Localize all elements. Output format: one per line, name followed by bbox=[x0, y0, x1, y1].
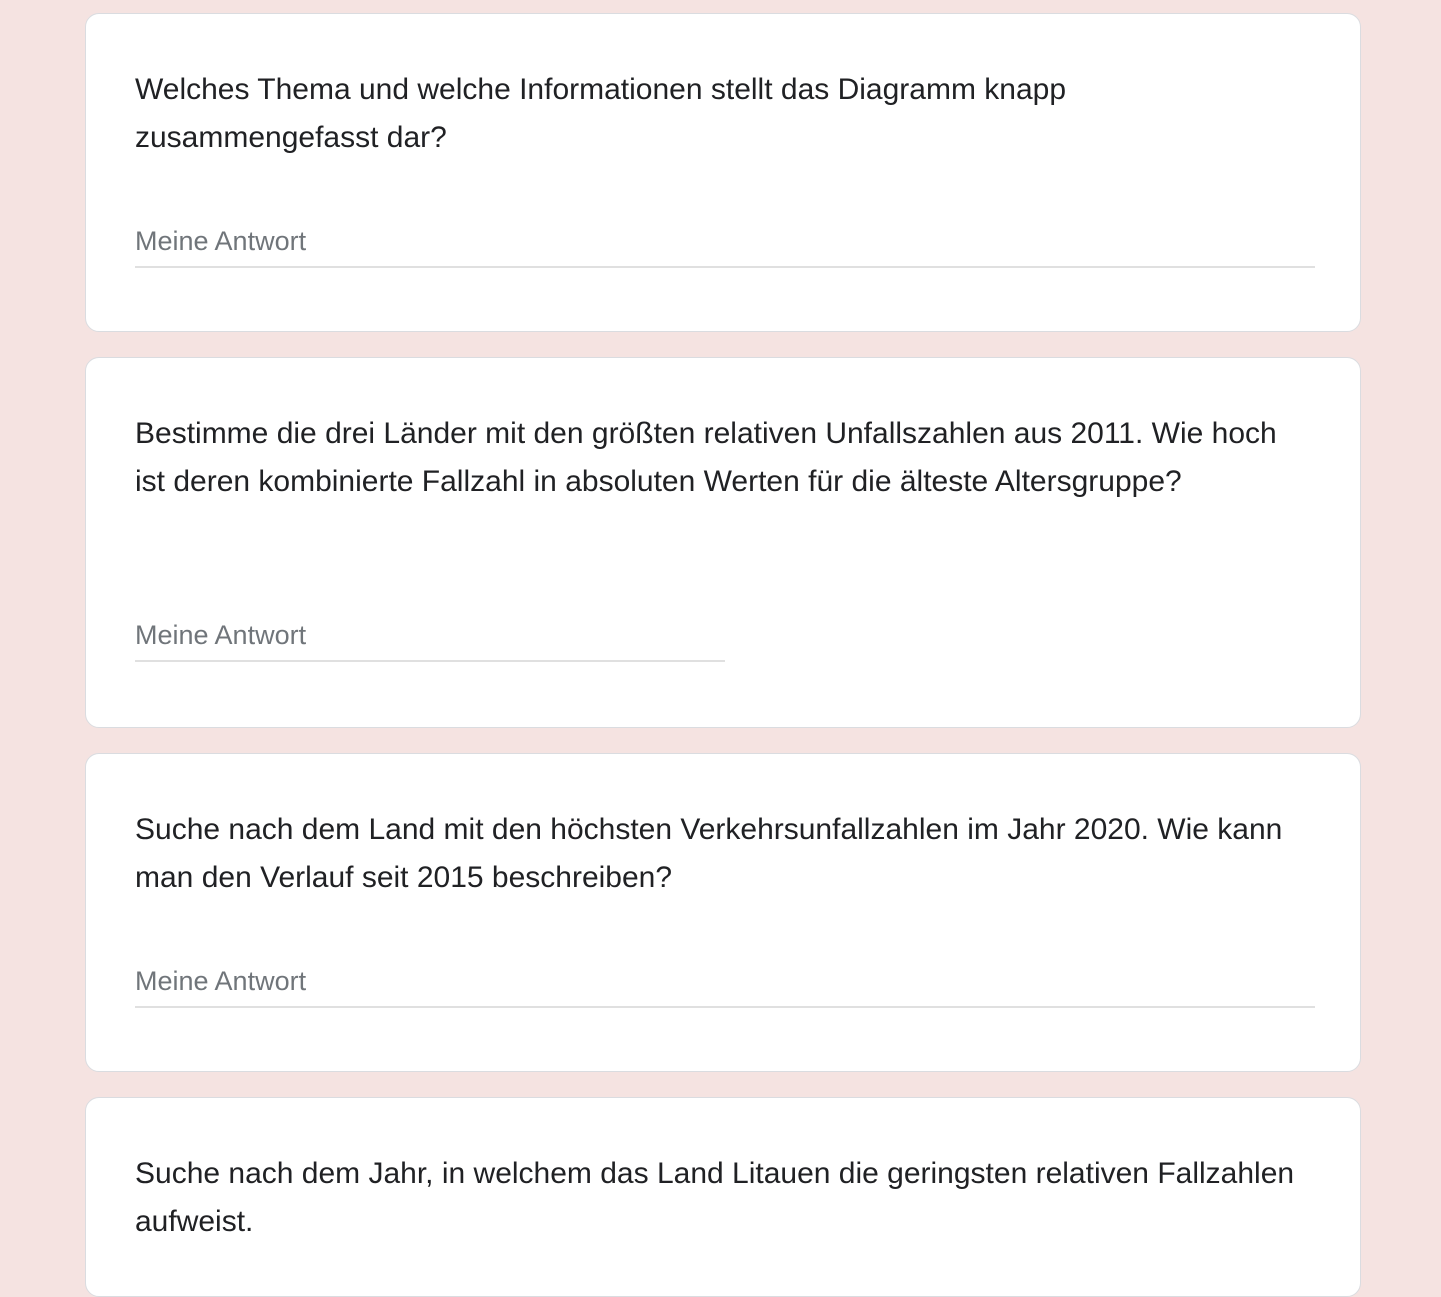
answer-input-2[interactable] bbox=[135, 618, 725, 662]
question-card-4 bbox=[85, 1097, 1361, 1297]
answer-input-1[interactable] bbox=[135, 224, 1315, 268]
question-card-1 bbox=[85, 13, 1361, 332]
question-text-1: Welches Thema und welche Informationen stellt das Diagramm knapp zusammengefasst dar? bbox=[135, 73, 1067, 154]
question-text-3: Suche nach dem Land mit den höchsten Verkehrsunfallzahlen im Jahr 2020. Wie kann man den Verlauf seit 2015 beschreiben? bbox=[135, 813, 1283, 894]
question-text-4: Suche nach dem Jahr, in welchem das Land Litauen die geringsten relativen Fallzahlen aufweist. bbox=[135, 1157, 1295, 1238]
answer-input-3[interactable] bbox=[135, 964, 1315, 1008]
question-card-2 bbox=[85, 357, 1361, 728]
question-text-2: Bestimme die drei Länder mit den größten relativen Unfallszahlen aus 2011. Wie hoch ist deren kombinierte Fallzahl in absoluten Werten für die älteste Altersgruppe? bbox=[135, 417, 1277, 498]
question-card-3 bbox=[85, 753, 1361, 1072]
